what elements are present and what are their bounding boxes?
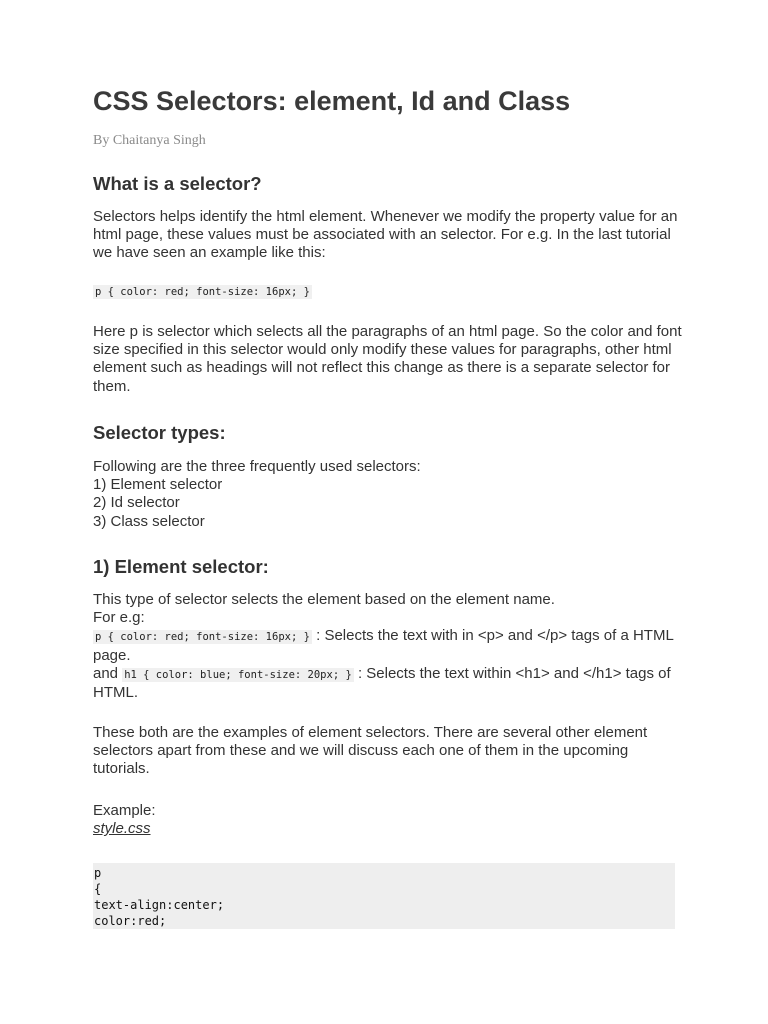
paragraph-text: For e.g:: [93, 609, 145, 627]
paragraph-selector-explanation: [93, 323, 683, 396]
page-title: CSS Selectors: element, Id and Class: [93, 86, 571, 116]
example-line-2: [93, 665, 683, 702]
example-label-block: [93, 802, 683, 838]
paragraph-text: Here p is selector which selects all the paragraphs of an html page. So the color and font size specified in this selector would only modify these values for paragraphs, other html element such as headings will not reflect this change as there is a separate selector for them.: [93, 323, 682, 395]
code-example-p: p { color: red; font-size: 16px; }: [95, 286, 310, 298]
list-item: 2) Id selector: [93, 494, 180, 512]
code-line: text-align:center;: [94, 898, 225, 912]
paragraph-text: Selectors helps identify the html element. Whenever we modify the property value for an html page, these values must be associated with an selector. For e.g. In the last tutorial we have seen an example like this:: [93, 208, 678, 262]
selector-types-list: [93, 458, 683, 531]
list-intro: Following are the three frequently used selectors:: [93, 458, 421, 475]
example-line-1: [93, 627, 683, 664]
example-description: : Selects the text with in <p> and </p> tags of a HTML page.: [93, 627, 674, 664]
element-selector-summary: [93, 724, 683, 779]
inline-code: h1 { color: blue; font-size: 20px; }: [124, 668, 352, 681]
code-line: {: [94, 882, 102, 896]
paragraph-text: This type of selector selects the element based on the element name.: [93, 591, 555, 608]
example-prefix: and: [93, 664, 123, 682]
paragraph-selector-intro: [93, 208, 683, 263]
list-item: 1) Element selector: [93, 476, 223, 494]
file-link[interactable]: style.css: [93, 820, 151, 838]
example-description: : Selects the text within <h1> and </h1> tags of HTML.: [93, 664, 671, 702]
heading-selector-types: Selector types:: [93, 422, 226, 443]
byline: By Chaitanya Singh: [93, 133, 206, 148]
code-line: p: [94, 866, 102, 880]
code-block: [93, 863, 675, 929]
element-selector-description: [93, 591, 683, 702]
paragraph-text: These both are the examples of element selectors. There are several other element selectors apart from these and we will discuss each one of them in the upcoming tutorials.: [93, 724, 648, 778]
code-line: color:red;: [94, 914, 167, 928]
inline-code: p { color: red; font-size: 16px; }: [95, 631, 310, 644]
example-label: Example:: [93, 802, 156, 819]
heading-element-selector: 1) Element selector:: [93, 556, 269, 577]
list-item: 3) Class selector: [93, 512, 205, 530]
heading-what-is-selector: What is a selector?: [93, 173, 262, 194]
